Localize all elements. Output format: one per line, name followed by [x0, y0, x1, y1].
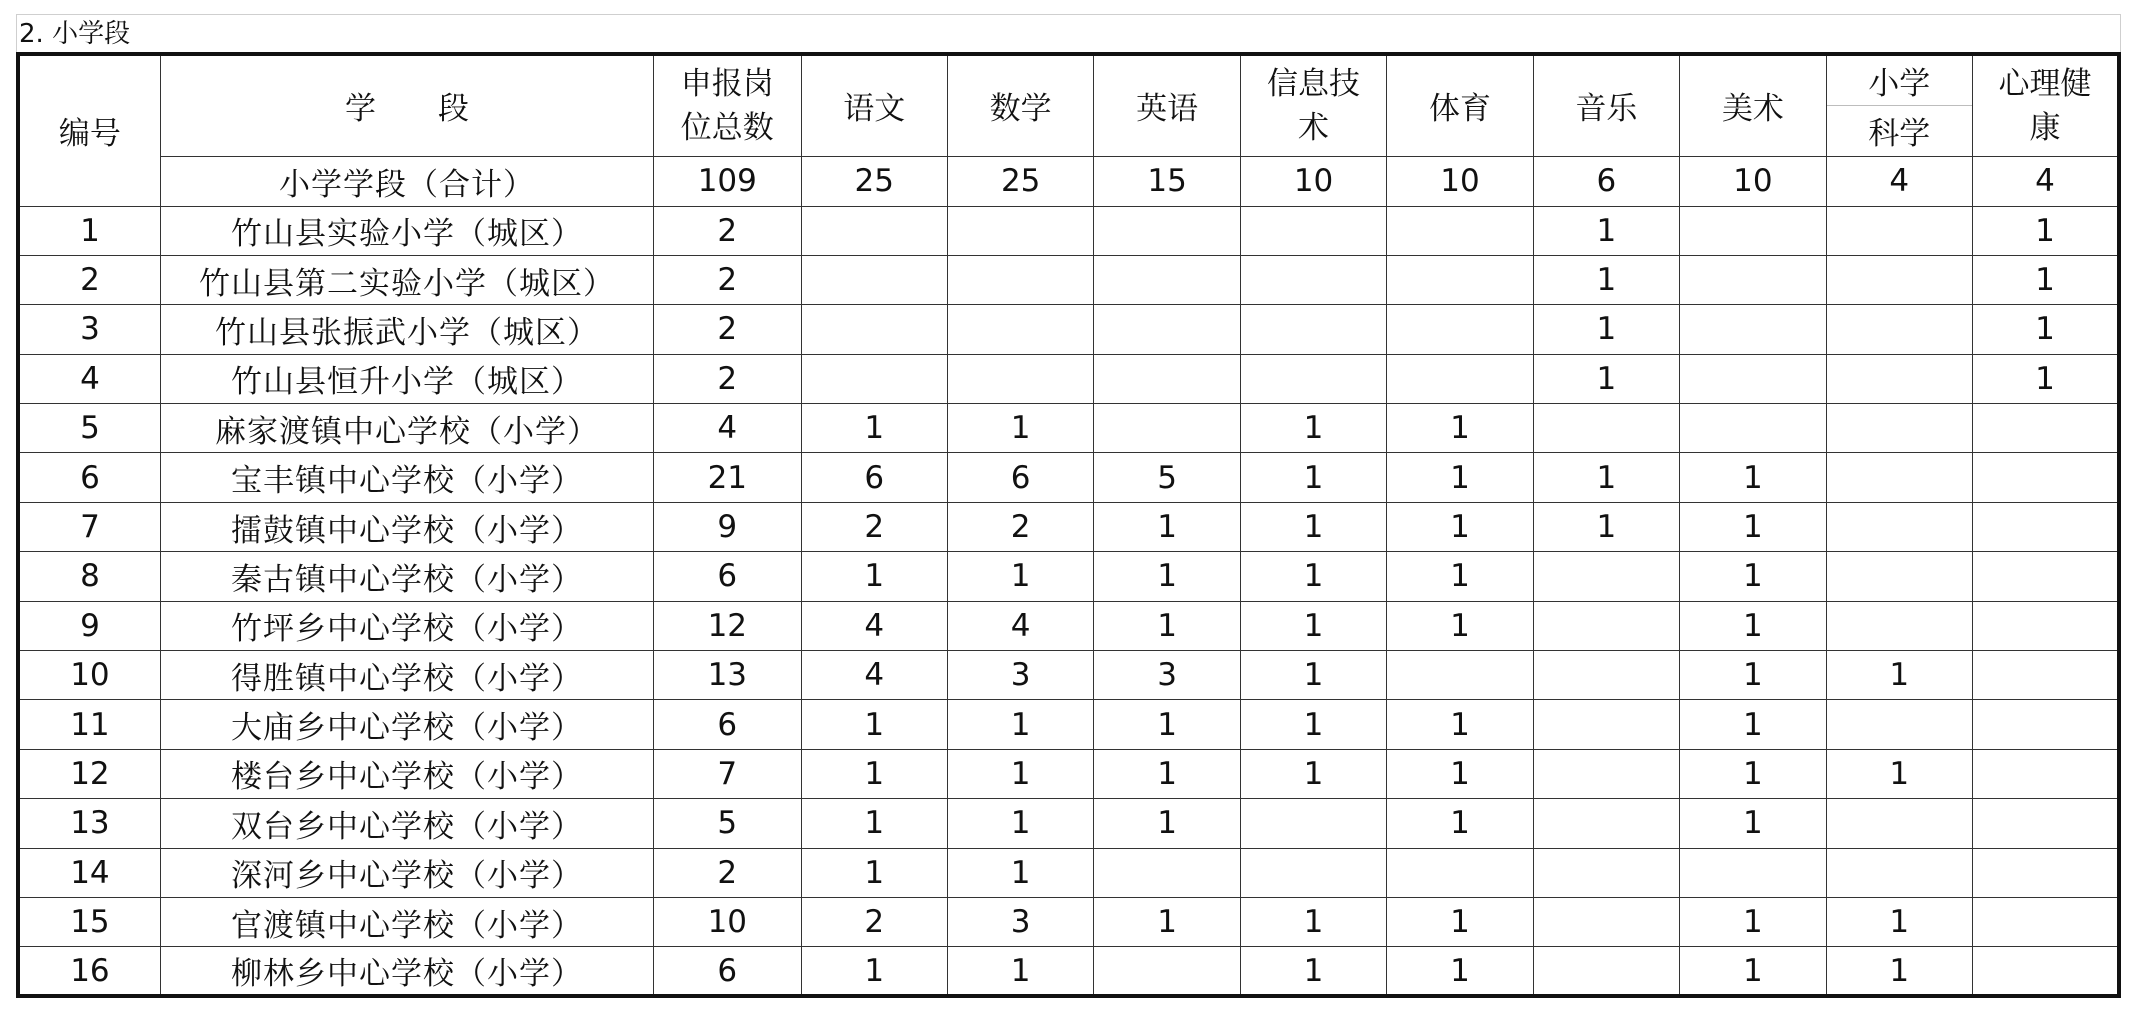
cell-yinyue	[1533, 799, 1679, 848]
cell-yingyu: 1	[1094, 700, 1240, 749]
section-caption: 2. 小学段	[16, 14, 2121, 52]
cell-yingyu	[1094, 354, 1240, 403]
summary-meishu: 10	[1680, 156, 1826, 206]
cell-school: 深河乡中心学校（小学）	[160, 848, 653, 897]
header-xinxi-line1: 信息技	[1267, 65, 1361, 102]
cell-meishu	[1680, 354, 1826, 403]
cell-kexue	[1826, 255, 1972, 304]
cell-shuxue	[947, 206, 1093, 255]
header-kexue-line2: 科学	[1827, 105, 1972, 155]
cell-tiyu: 1	[1387, 700, 1533, 749]
cell-no: 13	[18, 799, 160, 848]
header-meishu: 美术	[1680, 54, 1826, 156]
cell-yuwen: 4	[801, 651, 947, 700]
cell-school: 大庙乡中心学校（小学）	[160, 700, 653, 749]
cell-shuxue	[947, 354, 1093, 403]
cell-yingyu: 1	[1094, 749, 1240, 798]
cell-school: 竹山县恒升小学（城区）	[160, 354, 653, 403]
cell-shuxue: 1	[947, 848, 1093, 897]
cell-yuwen	[801, 305, 947, 354]
cell-tiyu: 1	[1387, 947, 1533, 996]
table-row	[18, 552, 2119, 601]
cell-kexue: 1	[1826, 897, 1972, 946]
cell-yuwen: 1	[801, 404, 947, 453]
cell-yingyu: 1	[1094, 799, 1240, 848]
cell-xinli	[1973, 552, 2119, 601]
cell-total: 6	[654, 552, 801, 601]
cell-yinyue	[1533, 848, 1679, 897]
cell-yuwen: 1	[801, 700, 947, 749]
cell-shuxue: 1	[947, 404, 1093, 453]
cell-kexue	[1826, 453, 1972, 502]
cell-yinyue	[1533, 404, 1679, 453]
cell-xinli	[1973, 848, 2119, 897]
cell-meishu	[1680, 848, 1826, 897]
header-xinli-line2: 康	[2029, 109, 2061, 146]
table-row	[18, 651, 2119, 700]
cell-kexue	[1826, 700, 1972, 749]
cell-shuxue: 1	[947, 700, 1093, 749]
cell-xinxi	[1240, 305, 1386, 354]
cell-no: 3	[18, 305, 160, 354]
cell-yuwen	[801, 354, 947, 403]
cell-kexue	[1826, 601, 1972, 650]
cell-meishu: 1	[1680, 601, 1826, 650]
cell-yingyu: 3	[1094, 651, 1240, 700]
cell-tiyu	[1387, 354, 1533, 403]
cell-yuwen: 1	[801, 749, 947, 798]
cell-school: 楼台乡中心学校（小学）	[160, 749, 653, 798]
header-total-line2: 位总数	[680, 109, 774, 146]
cell-meishu: 1	[1680, 502, 1826, 551]
cell-xinli	[1973, 799, 2119, 848]
cell-xinli	[1973, 651, 2119, 700]
table-row	[18, 799, 2119, 848]
cell-yingyu: 1	[1094, 897, 1240, 946]
cell-yinyue	[1533, 749, 1679, 798]
cell-xinxi	[1240, 354, 1386, 403]
cell-xinli	[1973, 700, 2119, 749]
cell-total: 4	[654, 404, 801, 453]
cell-yingyu	[1094, 404, 1240, 453]
cell-total: 13	[654, 651, 801, 700]
header-xinli	[1973, 54, 2119, 156]
cell-total: 2	[654, 206, 801, 255]
cell-meishu: 1	[1680, 453, 1826, 502]
summary-tiyu: 10	[1387, 156, 1533, 206]
cell-xinxi	[1240, 848, 1386, 897]
cell-total: 2	[654, 848, 801, 897]
summary-xinli: 4	[1973, 156, 2119, 206]
cell-yuwen: 4	[801, 601, 947, 650]
cell-yuwen	[801, 206, 947, 255]
table-row	[18, 848, 2119, 897]
cell-xinxi: 1	[1240, 404, 1386, 453]
cell-shuxue	[947, 255, 1093, 304]
summary-shuxue: 25	[947, 156, 1093, 206]
cell-meishu	[1680, 305, 1826, 354]
cell-tiyu: 1	[1387, 799, 1533, 848]
cell-total: 9	[654, 502, 801, 551]
cell-yinyue: 1	[1533, 206, 1679, 255]
cell-no: 12	[18, 749, 160, 798]
cell-kexue	[1826, 848, 1972, 897]
table-row	[18, 354, 2119, 403]
cell-school: 竹坪乡中心学校（小学）	[160, 601, 653, 650]
cell-xinxi: 1	[1240, 897, 1386, 946]
cell-xinli: 1	[1973, 206, 2119, 255]
table-row	[18, 897, 2119, 946]
header-kexue	[1826, 54, 1972, 156]
cell-xinli: 1	[1973, 255, 2119, 304]
cell-tiyu: 1	[1387, 601, 1533, 650]
cell-xinli	[1973, 749, 2119, 798]
table-row	[18, 404, 2119, 453]
cell-tiyu: 1	[1387, 404, 1533, 453]
cell-meishu	[1680, 404, 1826, 453]
cell-no: 5	[18, 404, 160, 453]
cell-kexue	[1826, 502, 1972, 551]
cell-yinyue: 1	[1533, 255, 1679, 304]
cell-meishu	[1680, 206, 1826, 255]
summary-xinxi: 10	[1240, 156, 1386, 206]
cell-xinli: 1	[1973, 354, 2119, 403]
cell-meishu	[1680, 255, 1826, 304]
cell-kexue: 1	[1826, 749, 1972, 798]
cell-school: 双台乡中心学校（小学）	[160, 799, 653, 848]
cell-meishu: 1	[1680, 897, 1826, 946]
cell-school: 宝丰镇中心学校（小学）	[160, 453, 653, 502]
cell-yingyu: 1	[1094, 552, 1240, 601]
header-row	[18, 54, 2119, 156]
cell-kexue: 1	[1826, 651, 1972, 700]
cell-xinxi: 1	[1240, 947, 1386, 996]
cell-xinxi	[1240, 206, 1386, 255]
cell-yinyue: 1	[1533, 354, 1679, 403]
table-row	[18, 453, 2119, 502]
positions-table	[16, 52, 2121, 998]
header-no: 编号	[18, 54, 160, 206]
table-row	[18, 700, 2119, 749]
cell-yingyu	[1094, 305, 1240, 354]
cell-xinxi: 1	[1240, 552, 1386, 601]
cell-xinli	[1973, 601, 2119, 650]
cell-total: 12	[654, 601, 801, 650]
header-total-line1: 申报岗	[680, 65, 774, 102]
cell-shuxue: 3	[947, 651, 1093, 700]
cell-xinli	[1973, 897, 2119, 946]
cell-kexue	[1826, 552, 1972, 601]
cell-xinli	[1973, 404, 2119, 453]
cell-no: 9	[18, 601, 160, 650]
cell-yuwen: 1	[801, 848, 947, 897]
table-row	[18, 749, 2119, 798]
header-xinxi-line2: 术	[1298, 109, 1330, 146]
cell-xinxi: 1	[1240, 502, 1386, 551]
cell-no: 1	[18, 206, 160, 255]
cell-no: 8	[18, 552, 160, 601]
table-row	[18, 601, 2119, 650]
cell-tiyu	[1387, 651, 1533, 700]
cell-meishu: 1	[1680, 552, 1826, 601]
cell-yinyue: 1	[1533, 453, 1679, 502]
cell-yuwen: 1	[801, 552, 947, 601]
cell-shuxue: 4	[947, 601, 1093, 650]
cell-yinyue	[1533, 700, 1679, 749]
cell-total: 10	[654, 897, 801, 946]
table-row	[18, 206, 2119, 255]
cell-no: 11	[18, 700, 160, 749]
cell-shuxue	[947, 305, 1093, 354]
cell-yinyue	[1533, 651, 1679, 700]
cell-yuwen: 1	[801, 799, 947, 848]
cell-tiyu: 1	[1387, 552, 1533, 601]
cell-yinyue: 1	[1533, 502, 1679, 551]
cell-school: 麻家渡镇中心学校（小学）	[160, 404, 653, 453]
summary-row	[18, 156, 2119, 206]
cell-yingyu	[1094, 848, 1240, 897]
cell-xinxi: 1	[1240, 601, 1386, 650]
cell-school: 官渡镇中心学校（小学）	[160, 897, 653, 946]
spreadsheet	[16, 14, 2121, 998]
summary-label: 小学学段（合计）	[160, 156, 653, 206]
cell-tiyu: 1	[1387, 897, 1533, 946]
cell-yingyu: 1	[1094, 601, 1240, 650]
cell-no: 14	[18, 848, 160, 897]
cell-no: 7	[18, 502, 160, 551]
cell-total: 2	[654, 255, 801, 304]
summary-kexue: 4	[1826, 156, 1972, 206]
cell-tiyu	[1387, 305, 1533, 354]
summary-yuwen: 25	[801, 156, 947, 206]
cell-no: 16	[18, 947, 160, 996]
header-total	[654, 54, 801, 156]
cell-tiyu	[1387, 255, 1533, 304]
cell-yuwen: 1	[801, 947, 947, 996]
cell-shuxue: 1	[947, 799, 1093, 848]
cell-xinxi: 1	[1240, 651, 1386, 700]
cell-xinli: 1	[1973, 305, 2119, 354]
header-yingyu: 英语	[1094, 54, 1240, 156]
cell-no: 10	[18, 651, 160, 700]
cell-yinyue	[1533, 947, 1679, 996]
cell-total: 6	[654, 947, 801, 996]
cell-no: 4	[18, 354, 160, 403]
table-row	[18, 502, 2119, 551]
cell-school: 秦古镇中心学校（小学）	[160, 552, 653, 601]
cell-yinyue	[1533, 552, 1679, 601]
cell-kexue	[1826, 404, 1972, 453]
cell-no: 2	[18, 255, 160, 304]
summary-yingyu: 15	[1094, 156, 1240, 206]
cell-meishu: 1	[1680, 749, 1826, 798]
cell-total: 2	[654, 305, 801, 354]
cell-xinli	[1973, 502, 2119, 551]
cell-total: 2	[654, 354, 801, 403]
cell-yinyue	[1533, 897, 1679, 946]
cell-total: 5	[654, 799, 801, 848]
header-shuxue: 数学	[947, 54, 1093, 156]
header-stage: 学 段	[160, 54, 653, 156]
cell-kexue	[1826, 206, 1972, 255]
cell-shuxue: 1	[947, 947, 1093, 996]
cell-yingyu: 5	[1094, 453, 1240, 502]
cell-kexue	[1826, 799, 1972, 848]
cell-tiyu: 1	[1387, 749, 1533, 798]
cell-yingyu: 1	[1094, 502, 1240, 551]
cell-yuwen: 2	[801, 897, 947, 946]
cell-meishu: 1	[1680, 799, 1826, 848]
header-xinli-line1: 心理健	[1998, 65, 2092, 102]
cell-yinyue	[1533, 601, 1679, 650]
cell-xinli	[1973, 947, 2119, 996]
cell-yuwen: 6	[801, 453, 947, 502]
cell-meishu: 1	[1680, 651, 1826, 700]
header-tiyu: 体育	[1387, 54, 1533, 156]
table-row	[18, 305, 2119, 354]
cell-school: 竹山县张振武小学（城区）	[160, 305, 653, 354]
cell-school: 竹山县第二实验小学（城区）	[160, 255, 653, 304]
cell-yuwen	[801, 255, 947, 304]
cell-yingyu	[1094, 255, 1240, 304]
cell-kexue	[1826, 354, 1972, 403]
cell-xinxi	[1240, 255, 1386, 304]
cell-shuxue: 3	[947, 897, 1093, 946]
cell-shuxue: 1	[947, 552, 1093, 601]
summary-yinyue: 6	[1533, 156, 1679, 206]
cell-no: 6	[18, 453, 160, 502]
cell-shuxue: 2	[947, 502, 1093, 551]
header-yinyue: 音乐	[1533, 54, 1679, 156]
cell-yinyue: 1	[1533, 305, 1679, 354]
header-kexue-line1: 小学	[1868, 66, 1931, 103]
cell-school: 得胜镇中心学校（小学）	[160, 651, 653, 700]
header-yuwen: 语文	[801, 54, 947, 156]
cell-total: 7	[654, 749, 801, 798]
cell-shuxue: 6	[947, 453, 1093, 502]
cell-shuxue: 1	[947, 749, 1093, 798]
cell-meishu: 1	[1680, 947, 1826, 996]
cell-total: 21	[654, 453, 801, 502]
cell-xinli	[1973, 453, 2119, 502]
cell-xinxi: 1	[1240, 749, 1386, 798]
cell-total: 6	[654, 700, 801, 749]
cell-xinxi: 1	[1240, 453, 1386, 502]
cell-kexue	[1826, 305, 1972, 354]
cell-school: 竹山县实验小学（城区）	[160, 206, 653, 255]
cell-tiyu	[1387, 848, 1533, 897]
cell-school: 柳林乡中心学校（小学）	[160, 947, 653, 996]
cell-yuwen: 2	[801, 502, 947, 551]
table-row	[18, 947, 2119, 996]
cell-xinxi: 1	[1240, 700, 1386, 749]
cell-tiyu: 1	[1387, 453, 1533, 502]
header-xinxi	[1240, 54, 1386, 156]
table-row	[18, 255, 2119, 304]
cell-tiyu: 1	[1387, 502, 1533, 551]
cell-yingyu	[1094, 206, 1240, 255]
summary-total: 109	[654, 156, 801, 206]
cell-school: 擂鼓镇中心学校（小学）	[160, 502, 653, 551]
cell-kexue: 1	[1826, 947, 1972, 996]
cell-no: 15	[18, 897, 160, 946]
cell-tiyu	[1387, 206, 1533, 255]
cell-meishu: 1	[1680, 700, 1826, 749]
cell-xinxi	[1240, 799, 1386, 848]
cell-yingyu	[1094, 947, 1240, 996]
